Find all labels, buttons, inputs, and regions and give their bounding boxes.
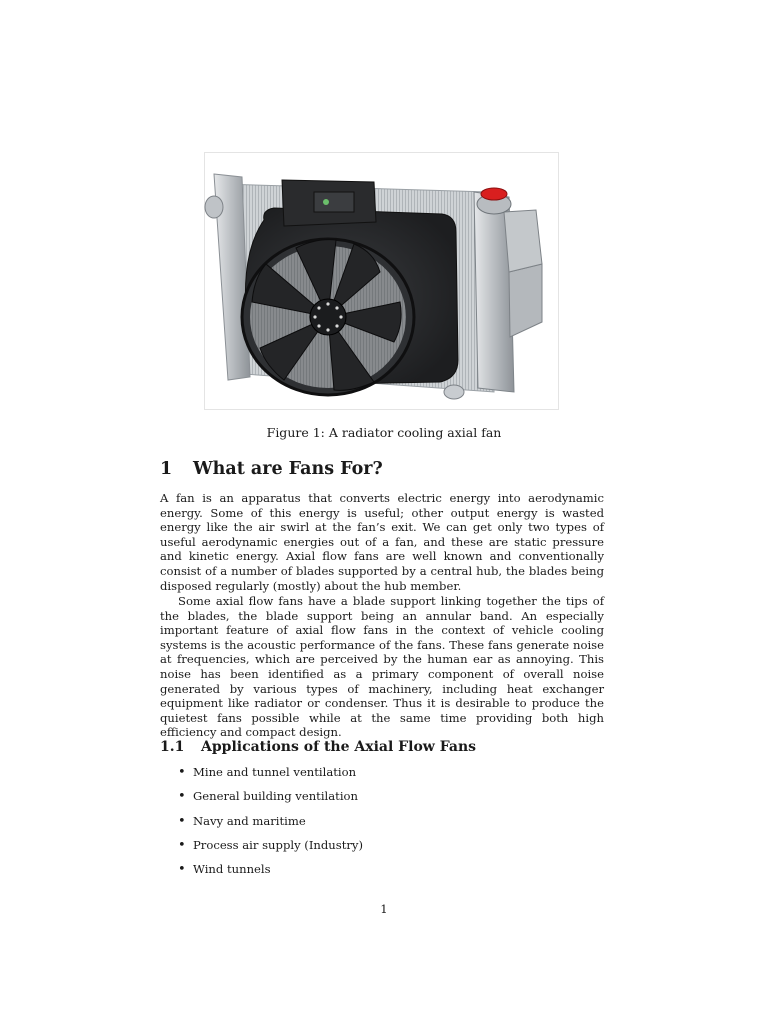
bullet-icon: •: [178, 765, 186, 780]
figure-caption: Figure 1: A radiator cooling axial fan: [266, 425, 502, 440]
bullet-icon: •: [178, 837, 186, 853]
section-title: What are Fans For?: [193, 459, 383, 479]
section-heading: [160, 459, 620, 479]
subsection-heading: [160, 739, 620, 755]
bullet-icon: •: [178, 813, 186, 829]
section-number: 1: [160, 459, 173, 479]
list-item: [178, 813, 363, 837]
list-item: [178, 837, 363, 861]
applications-list: [178, 764, 363, 885]
radiator-fan-image: [204, 152, 559, 410]
paragraph: A fan is an apparatus that converts electric energy into aerodynamic energy. Some of this energy is useful; other output energy is wasted energy like the air swirl at the fan’s exit. We can get only two types of useful aerodynamic energies out of a fan, and these are static pressure and kinetic energy. Axial flow fans are well known and conventionally consist of a number of blades supported by a central hub, the blades being disposed regularly (mostly) about the hub member.: [160, 491, 604, 593]
list-item-text: Wind tunnels: [193, 862, 271, 877]
subsection-number: 1.1: [160, 739, 185, 755]
list-item: [178, 861, 363, 885]
page-number: 1: [380, 902, 388, 916]
paragraph: Some axial flow fans have a blade support linking together the tips of the blades, the blade support being an annular band. An especially important feature of axial flow fans in the context of vehicle cooling systems is the acoustic performance of the fans. These fans generate noise at frequencies, which are perceived by the human ear as annoying. This noise has been identified as a primary component of overall noise generated by various types of machinery, including heat exchanger equipment like radiator or condenser. Thus it is desirable to produce the quietest fans possible while at the same time providing both high efficiency and compact design.: [160, 594, 604, 740]
list-item-text: General building ventilation: [193, 789, 358, 804]
list-item-text: Navy and maritime: [193, 813, 306, 828]
list-item: [178, 764, 363, 788]
list-item-text: Mine and tunnel ventilation: [193, 765, 357, 779]
radiator-fan-figure: [204, 152, 559, 410]
subsection-title: Applications of the Axial Flow Fans: [201, 739, 477, 755]
bullet-icon: •: [178, 862, 186, 878]
list-item: [178, 788, 363, 812]
list-item-text: Process air supply (Industry): [193, 837, 363, 852]
bullet-icon: •: [178, 789, 186, 805]
